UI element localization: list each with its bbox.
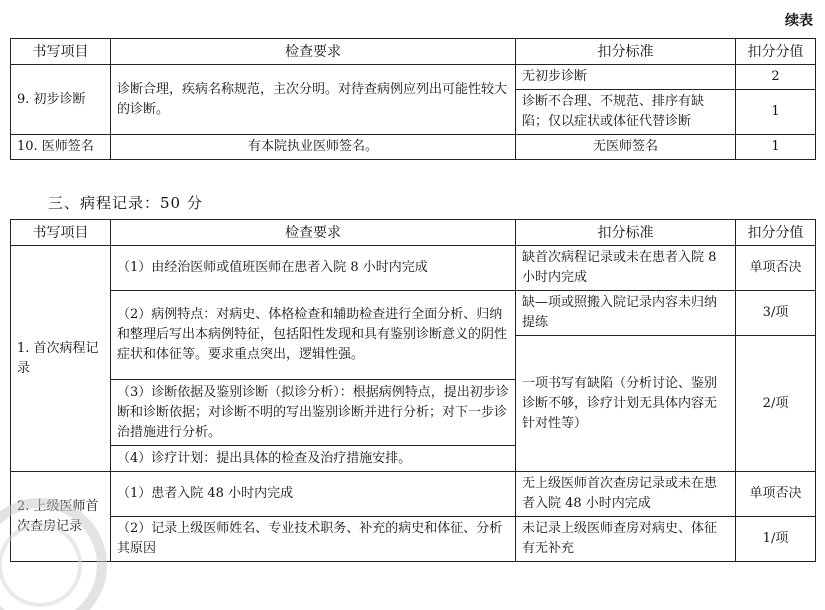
header-score: 扣分分值 xyxy=(736,39,816,65)
standard-cell: 无上级医师首次查房记录或未在患者入院 48 小时内完成 xyxy=(516,472,736,517)
score-cell: 单项否决 xyxy=(736,246,816,291)
score-cell: 单项否决 xyxy=(736,472,816,517)
table-header-row xyxy=(11,39,816,65)
item-cell: 10. 医师签名 xyxy=(11,135,111,160)
score-cell: 2 xyxy=(736,65,816,90)
requirement-cell: （2）病例特点：对病史、体格检查和辅助检查进行全面分析、归纳和整理后写出本病例特征，包括阳性发现和具有鉴别诊断意义的阴性症状和体征等。要求重点突出，逻辑性强。 xyxy=(111,291,516,380)
item-cell: 9. 初步诊断 xyxy=(11,65,111,135)
requirement-cell: （1）患者入院 48 小时内完成 xyxy=(111,472,516,517)
header-score: 扣分分值 xyxy=(736,220,816,246)
header-standard: 扣分标准 xyxy=(516,220,736,246)
standard-cell: 一项书写有缺陷（分析讨论、鉴别诊断不够，诊疗计划无具体内容无针对性等） xyxy=(516,336,736,472)
section-title: 三、病程记录：50 分 xyxy=(48,194,203,212)
scoring-table-2 xyxy=(10,219,816,562)
header-item: 书写项目 xyxy=(11,220,111,246)
standard-cell: 无初步诊断 xyxy=(516,65,736,90)
table-row xyxy=(11,517,816,562)
requirement-cell: （3）诊断依据及鉴别诊断（拟诊分析）：根据病例特点，提出初步诊断和诊断依据；对诊断不明的写出鉴别诊断并进行分析；对下一步诊治措施进行分析。 xyxy=(111,380,516,446)
table-row xyxy=(11,472,816,517)
standard-cell: 未记录上级医师查房对病史、体征有无补充 xyxy=(516,517,736,562)
requirement-cell: （2）记录上级医师姓名、专业技术职务、补充的病史和体征、分析其原因 xyxy=(111,517,516,562)
table-row xyxy=(11,291,816,336)
score-cell: 1 xyxy=(736,135,816,160)
header-requirement: 检查要求 xyxy=(111,39,516,65)
header-requirement: 检查要求 xyxy=(111,220,516,246)
continued-label: 续表 xyxy=(785,13,813,29)
scoring-table-1 xyxy=(10,38,816,160)
standard-cell: 缺首次病程记录或未在患者入院 8 小时内完成 xyxy=(516,246,736,291)
score-cell: 1/项 xyxy=(736,517,816,562)
table-row xyxy=(11,246,816,291)
table-header-row xyxy=(11,220,816,246)
requirement-cell: （1）由经治医师或值班医师在患者入院 8 小时内完成 xyxy=(111,246,516,291)
item-cell: 1. 首次病程记录 xyxy=(11,246,111,472)
score-cell: 3/项 xyxy=(736,291,816,336)
header-item: 书写项目 xyxy=(11,39,111,65)
standard-cell: 缺—项或照搬入院记录内容未归纳提练 xyxy=(516,291,736,336)
score-cell: 1 xyxy=(736,90,816,135)
requirement-cell: 有本院执业医师签名。 xyxy=(111,135,516,160)
table-row xyxy=(11,65,816,90)
requirement-cell: （4）诊疗计划：提出具体的检查及治疗措施安排。 xyxy=(111,446,516,472)
table-row xyxy=(11,135,816,160)
item-cell: 2. 上级医师首次查房记录 xyxy=(11,472,111,562)
score-cell: 2/项 xyxy=(736,336,816,472)
header-standard: 扣分标准 xyxy=(516,39,736,65)
standard-cell: 无医师签名 xyxy=(516,135,736,160)
standard-cell: 诊断不合理、不规范、排序有缺陷；仅以症状或体征代替诊断 xyxy=(516,90,736,135)
requirement-cell: 诊断合理，疾病名称规范，主次分明。对待查病例应列出可能性较大的诊断。 xyxy=(111,65,516,135)
